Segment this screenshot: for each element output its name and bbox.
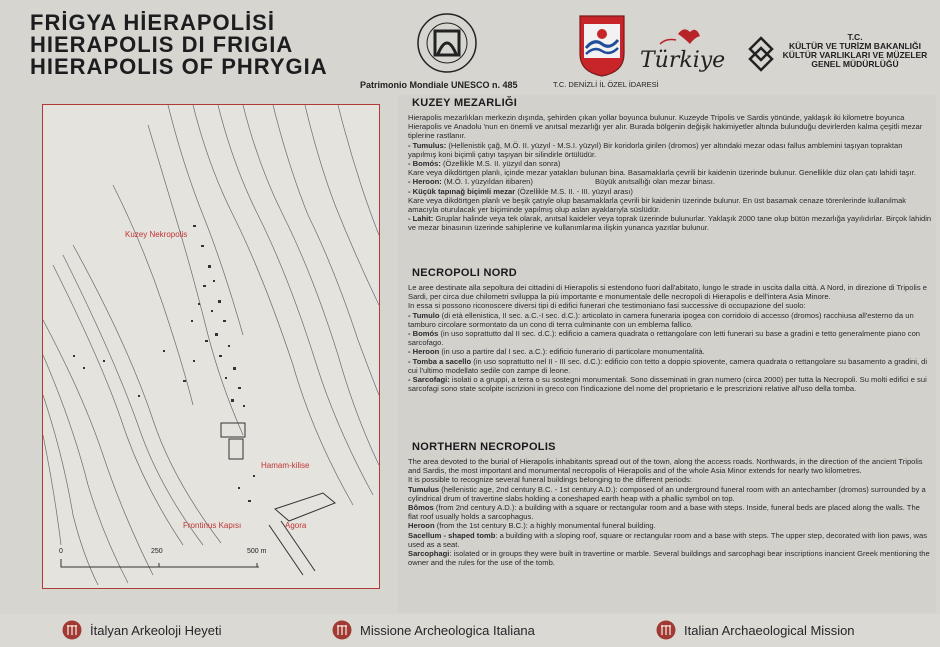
ministry-line: KÜLTÜR VE TURİZM BAKANLIĞI bbox=[788, 41, 922, 51]
unesco-caption: Patrimonio Mondiale UNESCO n. 485 bbox=[360, 80, 518, 90]
footer-text: İtalyan Arkeoloji Heyeti bbox=[90, 623, 222, 638]
term: - Heroon bbox=[408, 347, 440, 357]
paragraph-text: (hellenistic age, 2nd century B.C. - 1st century A.D.): composed of an underground funeral room with an antechamber (dromos) surrounded by a cylindrical drum of travertine slabs holding a coneshaped earth heap with a phallic symbol on top. bbox=[408, 484, 926, 503]
scale-label-zero: 0 bbox=[59, 548, 63, 555]
paragraph bbox=[408, 357, 932, 375]
paragraph-text: (Hellenistik çağ, M.Ö. II. yüzyıl - M.S.I. yüzyıl) Bir koridorla girilen (dromos) yer altındaki mezar odası fallus amblemini taşıyan topraktan yapılmış koni biçimli çatıyı taşıyan bir silindirle örtülüdür. bbox=[408, 140, 903, 159]
paragraph bbox=[408, 531, 932, 549]
contour-map-drawing bbox=[43, 105, 379, 588]
footer bbox=[0, 614, 940, 647]
term: - Sarcofagi: bbox=[408, 375, 450, 385]
term: - Bomós bbox=[408, 329, 439, 339]
turkiye-wordmark: Türkiye bbox=[640, 48, 726, 73]
paragraph-text: (Özellikle M.S. II. yüzyıl dan sonra) bbox=[443, 159, 561, 169]
paragraph bbox=[408, 214, 932, 232]
paragraph-text: : a building with a sloping roof, square or rectangular room and a base with steps. The upper step, decorated with lion paws, was used as a seat. bbox=[408, 530, 928, 549]
paragraph: Kare veya dikdörtgen planlı, içinde mezar yatakları bulunan bina. Basamaklarla çevrili bir kaidenin üzerinde bulunur. Genellikle düz olan çatı lahidi taşır. bbox=[408, 168, 916, 178]
paragraph: Kare veya dikdörtgen planlı ve beşik çatıyle olup basamaklarla çevrili bir kaidenin üzerinde bulunur. En üst basamak cenaze törenlerinde kullanılmak amacıyla oturulacak yer biçiminde yapılmış olup aslan ayaklarıyla süslüdür. bbox=[408, 195, 907, 215]
mission-emblem-icon bbox=[332, 620, 352, 640]
paragraph-text: (Özellikle M.S. II. - III. yüzyıl arası) bbox=[517, 186, 633, 196]
ministry-line: KÜLTÜR VARLIKLARI VE MÜZELER bbox=[782, 50, 928, 60]
paragraph bbox=[408, 187, 932, 196]
term: - Tumulus: bbox=[408, 140, 447, 150]
term: - Lahit: bbox=[408, 214, 434, 224]
paragraph: Hierapolis mezarlıkları merkezin dışında, şehirden çıkan yollar boyunca bulunur. Kuzeyde Tripolis ve Sardis yönünde, yaklaşık iki kilometre boyunca Hierapolis ve Anadolu 'nun en önemli ve anıtsal mezarlığı yer alır. Burada bölgenin değişik hakimiyetler altında bulunduğu devirlerden kalma çeşitli mezar tiplerine rastlanır. bbox=[408, 113, 923, 141]
text-panel bbox=[398, 95, 936, 613]
title-italian: HIERAPOLIS DI FRIGIA bbox=[30, 32, 294, 57]
term: - Bomós: bbox=[408, 159, 441, 169]
paragraph-text: Gruplar halinde veya tek olarak, anıtsal kaideler veya toprak üzerinde bulunurlar. Yaklaşık 2000 tane olup bütün mezarlığa yayılıdırlar. Birçok lahidin ve mezar binasının üzerinde sahiplerine ve kullanımlarına ilişkin yunanca yazıtlar bulunur. bbox=[408, 214, 932, 233]
paragraph-text: (in uso soprattutto dal II sec. d.C.): edificio a camera quadrata o rettangolare con letti funerari su base a gradini e tetto generalmente piano con sarcofago. bbox=[408, 329, 921, 348]
map-label-kuzey-nekropolis: Kuzey Nekropolis bbox=[125, 230, 188, 239]
paragraph-text: (in uso soprattutto nel II - III sec. d.C.): edificio con tetto a doppio spiovente, camera quadrata o rettangolare su basamento a gradini, di cui l'ultimo modellato sedile con zampe di leone. bbox=[408, 356, 928, 375]
ministry-name bbox=[780, 33, 930, 69]
paragraph bbox=[408, 503, 932, 521]
term: Heroon bbox=[408, 521, 435, 531]
map-scale-bar bbox=[59, 557, 259, 569]
scale-label-250: 250 bbox=[151, 548, 163, 555]
scale-label-500m: 500 m bbox=[247, 548, 267, 555]
unesco-world-heritage-emblem bbox=[416, 12, 478, 74]
paragraph: The area devoted to the burial of Hierapolis inhabitants spread out of the town, along the access roads. Northwards, in the direction of the ancient Tripolis and Sardis, the most important and monumental necropolis of Hierapolis and of the whole Asia Minor extends for nearly two kilometres. bbox=[408, 457, 923, 476]
paragraph-text: Büyük anıtsallığı olan mezar binası. bbox=[595, 177, 715, 187]
ministry-line: GENEL MÜDÜRLÜĞÜ bbox=[811, 59, 899, 69]
map-label-agora: Agora bbox=[285, 521, 307, 530]
paragraph bbox=[408, 521, 932, 530]
paragraph bbox=[408, 347, 932, 356]
paragraph bbox=[408, 485, 932, 503]
footer-english bbox=[656, 620, 926, 642]
section-header bbox=[398, 439, 936, 455]
denizli-province-emblem bbox=[578, 14, 626, 78]
section-header bbox=[398, 265, 936, 281]
section-italian bbox=[398, 265, 936, 435]
section-body bbox=[398, 111, 936, 233]
necropolis-map bbox=[42, 104, 380, 589]
paragraph: It is possible to recognize several funeral buildings belonging to the different periods: bbox=[408, 475, 692, 485]
paragraph bbox=[408, 177, 932, 186]
footer-turkish bbox=[62, 620, 292, 642]
paragraph-text: (M.Ö. I. yüzyıldan itibaren) bbox=[443, 177, 533, 187]
paragraph bbox=[408, 549, 932, 567]
section-turkish bbox=[398, 95, 936, 261]
footer-text: Missione Archeologica Italiana bbox=[360, 623, 535, 638]
term: Sarcophagi bbox=[408, 549, 450, 559]
term: Sacellum - shaped tomb bbox=[408, 530, 496, 540]
board-title bbox=[30, 12, 360, 78]
paragraph-text: (from the 1st century B.C.): a highly monumental funeral building. bbox=[436, 521, 656, 531]
paragraph-text: (in uso a partire dal I sec. a.C.): edificio funerario di particolare monumentalità. bbox=[441, 347, 705, 357]
title-english: HIERAPOLIS OF PHRYGIA bbox=[30, 54, 328, 79]
section-body bbox=[398, 455, 936, 567]
ministry-knot-emblem bbox=[748, 36, 774, 72]
term: - Tomba a sacello bbox=[408, 356, 472, 366]
section-header bbox=[398, 95, 936, 111]
section-title: KUZEY MEZARLIĞI bbox=[412, 97, 518, 109]
paragraph: In essa si possono riconoscere diversi tipi di edifici funerari che testimoniano fasi successive di occupazione del suolo: bbox=[408, 301, 806, 311]
term: - Küçük tapınağ biçimli mezar bbox=[408, 186, 516, 196]
paragraph-text: : isolated or in groups they were built in travertine or marble. Several buildings and sarcophagi bear inscriptions inancient Greek mentioning the owner and the rules for the use of the tomb. bbox=[408, 549, 930, 568]
denizli-caption: T.C. DENİZLİ İL ÖZEL İDARESİ bbox=[553, 80, 659, 89]
paragraph bbox=[408, 311, 932, 329]
section-title: NORTHERN NECROPOLIS bbox=[412, 441, 556, 453]
term: Bômos bbox=[408, 503, 434, 513]
mission-emblem-icon bbox=[62, 620, 82, 640]
footer-text: Italian Archaeological Mission bbox=[684, 623, 855, 638]
term: Tumulus bbox=[408, 484, 440, 494]
section-english bbox=[398, 439, 936, 611]
paragraph: Le aree destinate alla sepoltura dei cittadini di Hierapolis si estendono fuori dall'abitato, lungo le strade in uscita dalla città. A Nord, in direzione di Tripolis e Sardi, per circa due chilometri sviluppa la più importante e monumentale delle necropoli di Hierapolis e dell'intera Asia Minore. bbox=[408, 283, 927, 302]
paragraph-text: (di età ellenistica, II sec. a.C.-I sec. d.C.): articolato in camera funeraria ipogea con corridoio di accesso (dromos) racchiusa all'esterno da un tamburo circolare sormontato da un cono di terra culminante con un emblema fallico. bbox=[408, 310, 914, 329]
map-label-frontinus-kapisi: Frontinus Kapısı bbox=[183, 521, 242, 530]
paragraph bbox=[408, 141, 932, 159]
paragraph-text: isolati o a gruppi, a terra o su sostegni monumentali. Sono disseminati in gran numero (circa 2000) per tutta la Necropoli. Su molti edifici e sui sarcofagi sono state scolpite iscrizioni in greco con l'indicazione del nome del proprietario e le prescrizioni relative all'uso della tomba. bbox=[408, 375, 927, 394]
term: - Heroon: bbox=[408, 177, 442, 187]
section-body bbox=[398, 281, 936, 393]
paragraph-text: (from 2nd century A.D.): a building with a square or rectangular room and a base with steps. Inside, funeral beds are placed along the walls. The flat roof usually holds a sarcophagus. bbox=[408, 503, 920, 522]
map-label-hamam-kilise: Hamam-kilise bbox=[261, 461, 310, 470]
mission-emblem-icon bbox=[656, 620, 676, 640]
term: - Tumulo bbox=[408, 310, 440, 320]
paragraph bbox=[408, 375, 932, 393]
paragraph bbox=[408, 159, 932, 168]
paragraph bbox=[408, 329, 932, 347]
ministry-line: T.C. bbox=[847, 32, 863, 42]
title-turkish: FRİGYA HİERAPOLİSİ bbox=[30, 10, 275, 35]
section-title: NECROPOLI NORD bbox=[412, 267, 518, 279]
footer-italian bbox=[332, 620, 612, 642]
